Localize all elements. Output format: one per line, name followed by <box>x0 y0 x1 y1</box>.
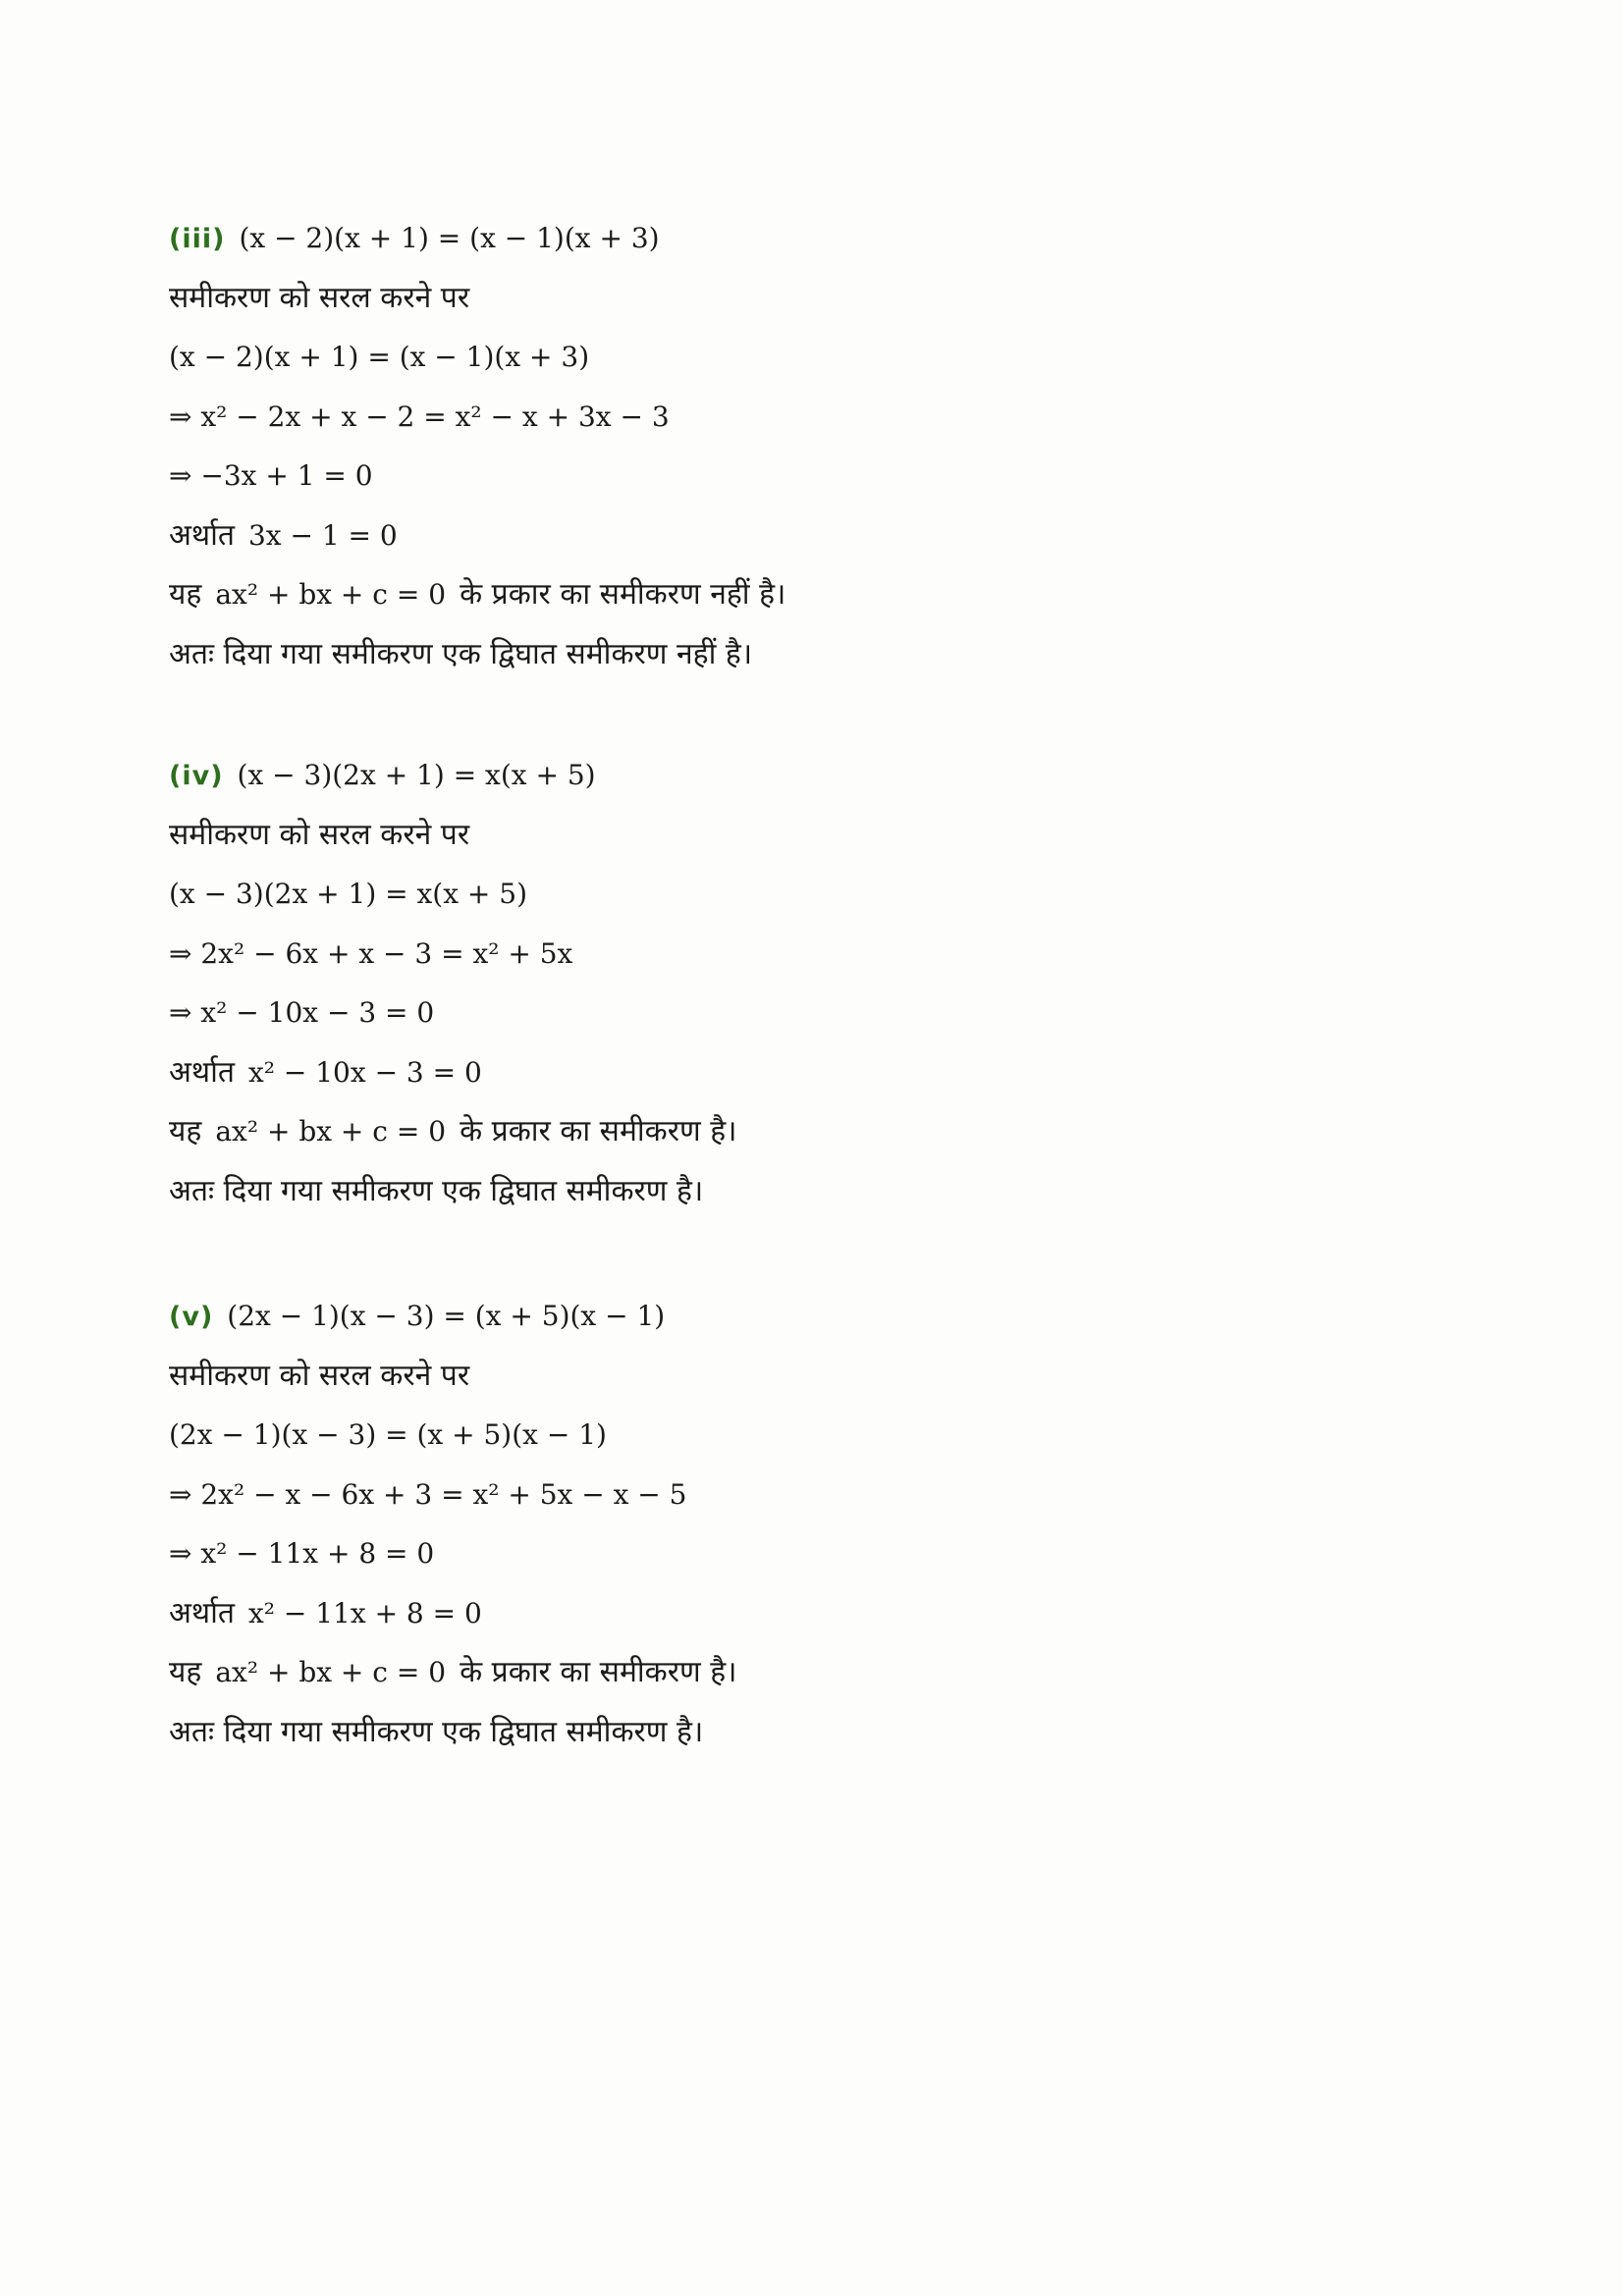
arthat-line <box>169 1584 737 1644</box>
intro-text: समीकरण को सरल करने पर <box>169 1358 470 1393</box>
question-line <box>169 1287 737 1347</box>
question-equation: (x − 3)(2x + 1) = x(x + 5) <box>237 759 596 791</box>
standard-form-equation: ax² + bx + c = 0 <box>215 578 447 611</box>
question-label: (v) <box>169 1302 214 1332</box>
step-line: ⇒ 2x² − 6x + x − 3 = x² + 5x <box>169 936 573 970</box>
standard-form-equation: ax² + bx + c = 0 <box>215 1115 447 1148</box>
step-line: ⇒ 2x² − x − 6x + 3 = x² + 5x − x − 5 <box>169 1477 687 1511</box>
step-line: (2x − 1)(x − 3) = (x + 5)(x − 1) <box>169 1418 607 1451</box>
conclusion-text: अतः दिया गया समीकरण एक द्विघात समीकरण है। <box>169 1714 704 1749</box>
form-line <box>169 1102 737 1162</box>
form-suffix: के प्रकार का समीकरण है। <box>460 1114 737 1148</box>
arthat-line <box>169 1043 737 1103</box>
arthat-equation: 3x − 1 = 0 <box>247 518 398 552</box>
standard-form-equation: ax² + bx + c = 0 <box>215 1656 447 1688</box>
question-equation: (2x − 1)(x − 3) = (x + 5)(x − 1) <box>227 1300 666 1332</box>
step-line: ⇒ −3x + 1 = 0 <box>169 459 373 492</box>
step-line: (x − 3)(2x + 1) = x(x + 5) <box>169 878 528 910</box>
step-line: ⇒ x² − 2x + x − 2 = x² − x + 3x − 3 <box>169 400 670 433</box>
conclusion-text: अतः दिया गया समीकरण एक द्विघात समीकरण है। <box>169 1173 704 1208</box>
question-line <box>169 209 785 269</box>
arthat-line <box>169 507 785 566</box>
conclusion-text: अतः दिया गया समीकरण एक द्विघात समीकरण नहीं है। <box>169 636 753 671</box>
arthat-equation: x² − 10x − 3 = 0 <box>247 1055 482 1089</box>
question-label: (iii) <box>169 224 226 254</box>
form-prefix: यह <box>169 1655 202 1689</box>
form-line <box>169 565 785 625</box>
form-line <box>169 1643 737 1703</box>
question-label: (iv) <box>169 761 224 791</box>
form-suffix: के प्रकार का समीकरण है। <box>460 1655 737 1689</box>
step-line: ⇒ x² − 10x − 3 = 0 <box>169 996 435 1029</box>
intro-text: समीकरण को सरल करने पर <box>169 817 470 852</box>
solution-section-v <box>169 1287 737 1762</box>
form-prefix: यह <box>169 577 202 612</box>
step-line: ⇒ x² − 11x + 8 = 0 <box>169 1537 435 1570</box>
arthat-label: अर्थात <box>169 1054 235 1090</box>
intro-text: समीकरण को सरल करने पर <box>169 280 470 315</box>
form-suffix: के प्रकार का समीकरण नहीं है। <box>460 577 786 612</box>
step-line: (x − 2)(x + 1) = (x − 1)(x + 3) <box>169 341 590 373</box>
solution-section-iii <box>169 209 785 684</box>
question-line <box>169 746 737 806</box>
solution-section-iv <box>169 746 737 1221</box>
arthat-label: अर्थात <box>169 1595 235 1630</box>
arthat-equation: x² − 11x + 8 = 0 <box>247 1596 482 1629</box>
arthat-label: अर्थात <box>169 517 235 553</box>
question-equation: (x − 2)(x + 1) = (x − 1)(x + 3) <box>239 222 660 254</box>
form-prefix: यह <box>169 1114 202 1148</box>
